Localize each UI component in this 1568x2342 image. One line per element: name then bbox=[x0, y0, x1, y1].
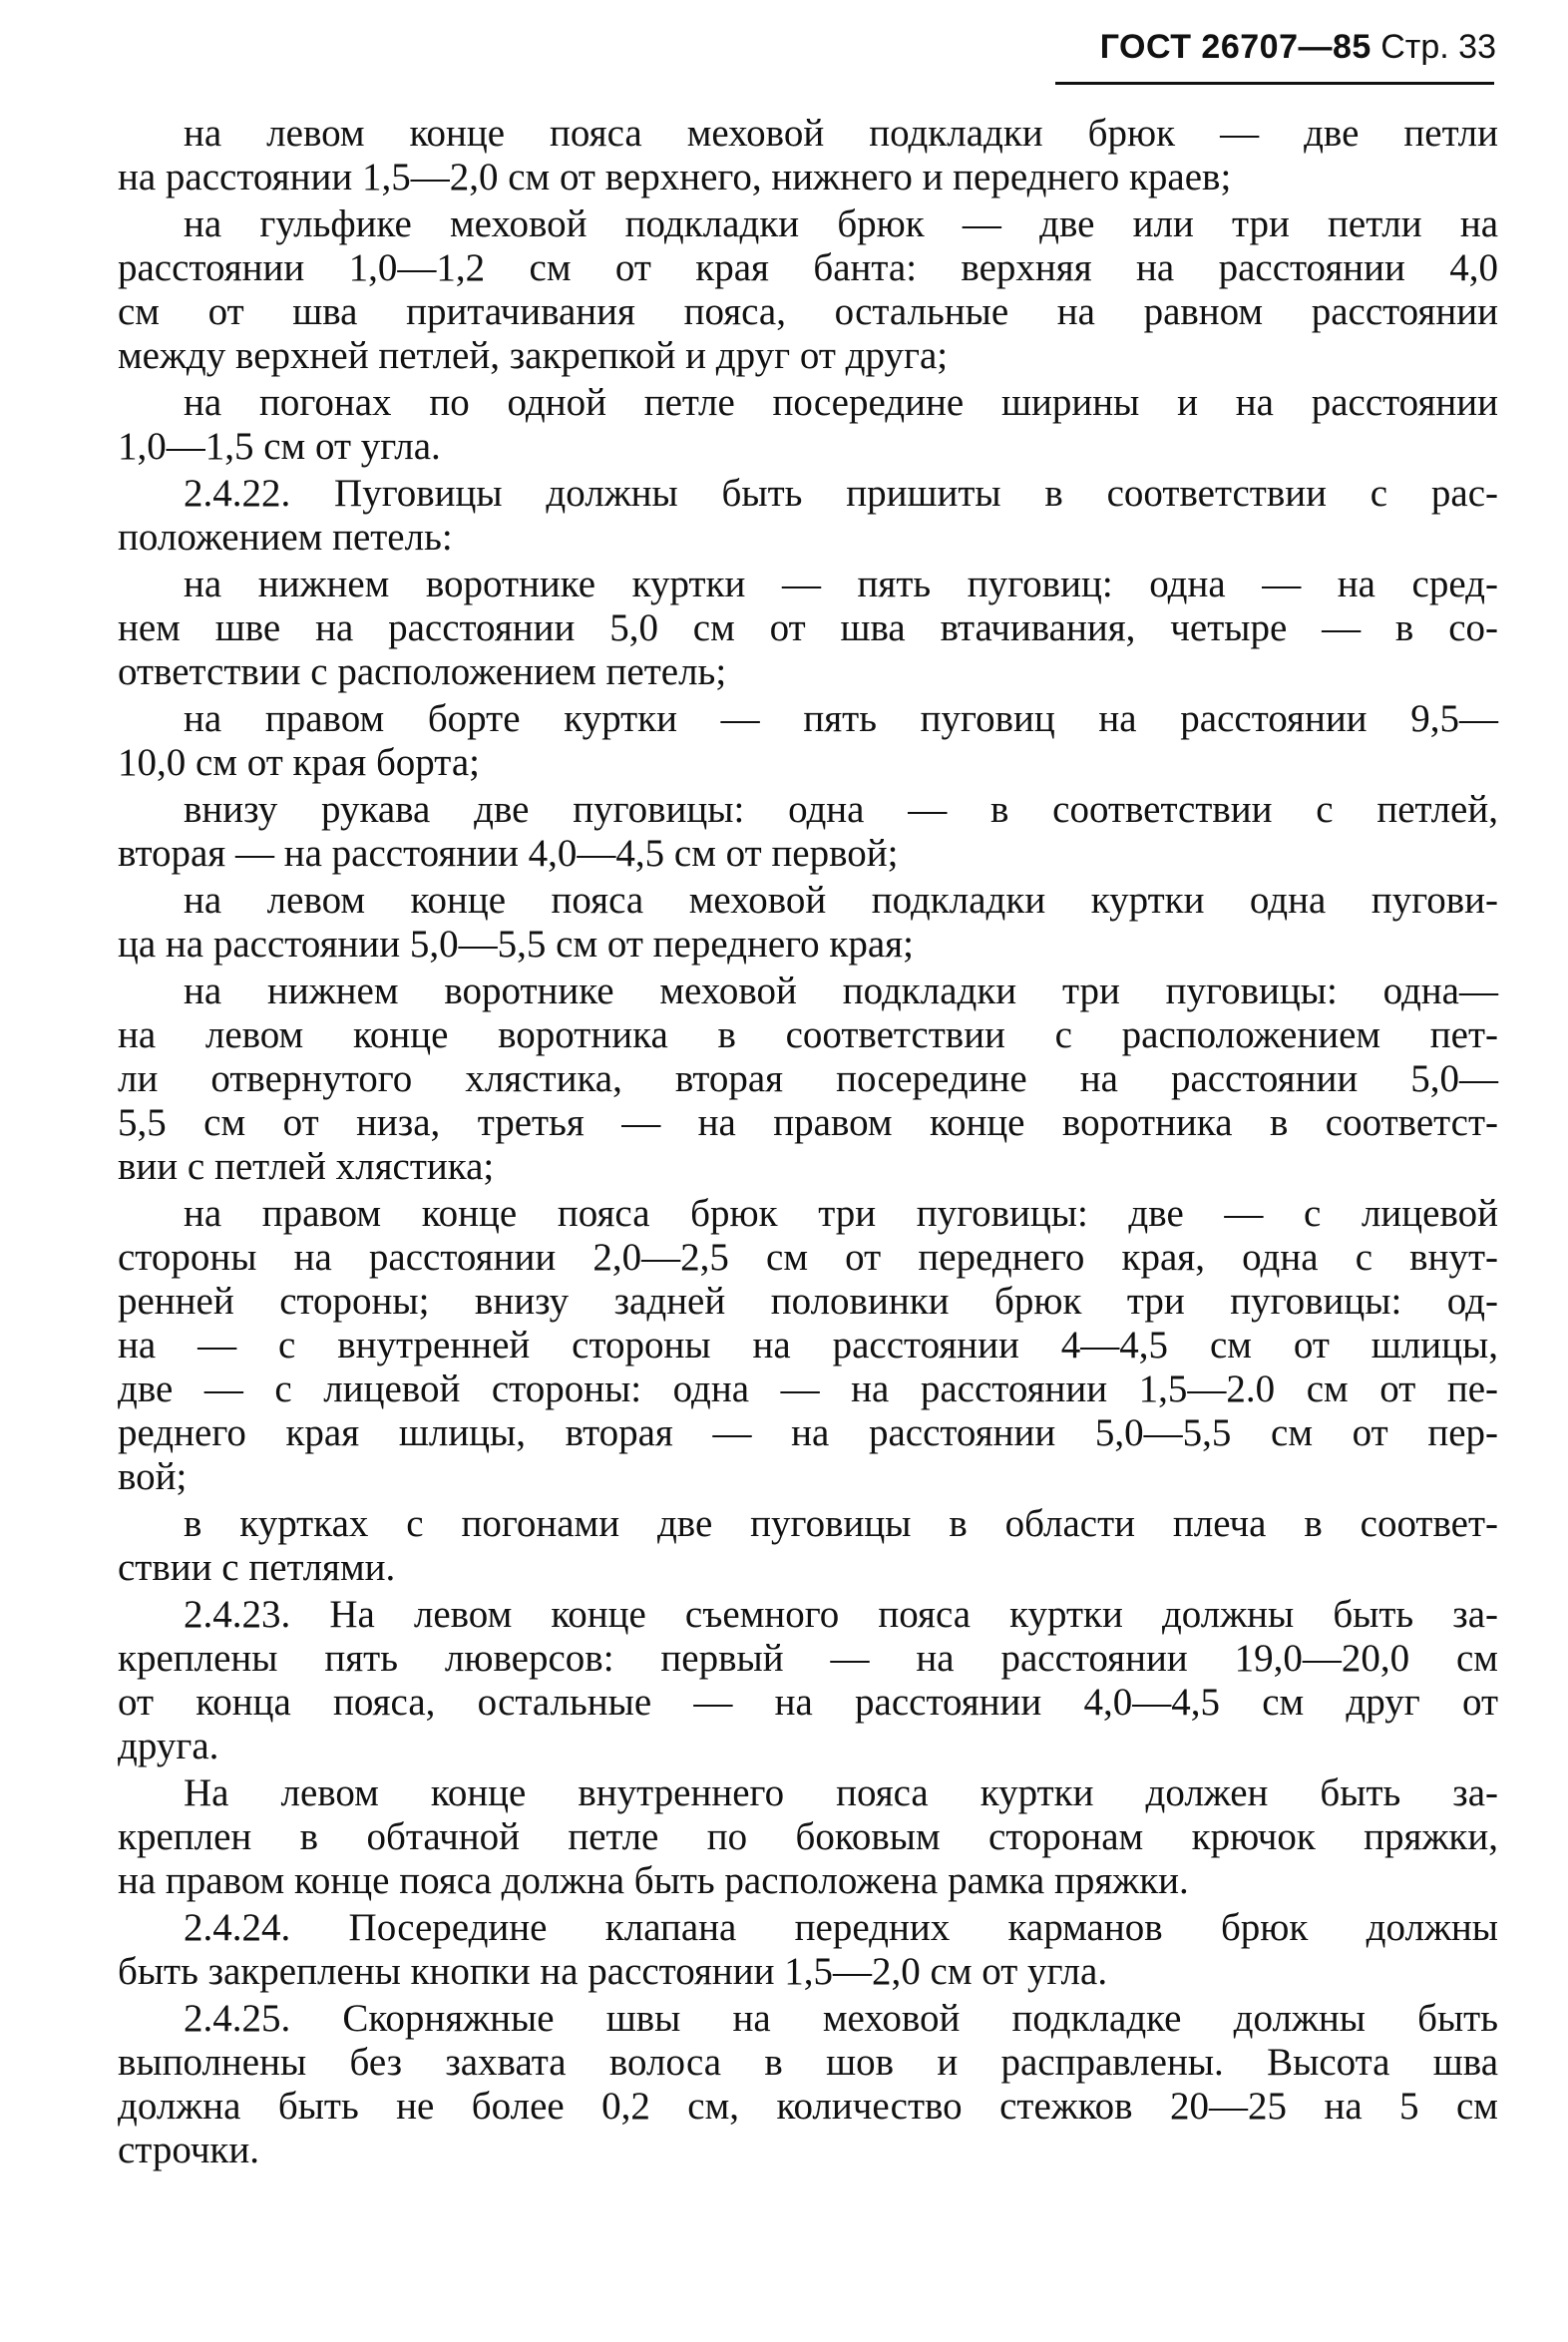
paragraph bbox=[118, 788, 1498, 876]
paragraph bbox=[118, 970, 1498, 1189]
header-rule bbox=[1055, 82, 1494, 85]
paragraph bbox=[118, 472, 1498, 560]
text-line: на правом конце пояса брюк три пуговицы: две — с лицевой bbox=[184, 1192, 1498, 1235]
text-line: 5,5 см от низа, третья — на правом конце воротника в соответст- bbox=[118, 1101, 1498, 1144]
paragraph bbox=[118, 1906, 1498, 1994]
paragraph bbox=[118, 381, 1498, 469]
text-line: вторая — на расстоянии 4,0—4,5 см от первой; bbox=[118, 832, 899, 875]
page-number: Стр. 33 bbox=[1380, 28, 1496, 66]
text-line: в куртках с погонами две пуговицы в области плеча в соответ- bbox=[184, 1502, 1498, 1545]
text-line: 2.4.23. На левом конце съемного пояса куртки должны быть за- bbox=[184, 1593, 1498, 1636]
paragraph bbox=[118, 879, 1498, 967]
text-line: ца на расстоянии 5,0—5,5 см от переднего края; bbox=[118, 923, 914, 966]
text-line: вой; bbox=[118, 1455, 188, 1498]
text-line: на погонах по одной петле посередине ширины и на расстоянии bbox=[184, 381, 1498, 424]
text-line: друга. bbox=[118, 1725, 219, 1767]
text-line: на гульфике меховой подкладки брюк — две или три петли на bbox=[184, 202, 1498, 245]
text-line: на — с внутренней стороны на расстоянии 4—4,5 см от шлицы, bbox=[118, 1324, 1498, 1366]
text-line: 2.4.22. Пуговицы должны быть пришиты в соответствии с рас- bbox=[184, 472, 1498, 515]
paragraph bbox=[118, 1192, 1498, 1499]
text-line: выполнены без захвата волоса в шов и расправлены. Высота шва bbox=[118, 2041, 1498, 2084]
text-line: расстоянии 1,0—1,2 см от края банта: верхняя на расстоянии 4,0 bbox=[118, 246, 1498, 289]
paragraph bbox=[118, 697, 1498, 785]
text-line: от конца пояса, остальные — на расстоянии 4,0—4,5 см друг от bbox=[118, 1681, 1498, 1724]
text-line: креплены пять люверсов: первый — на расстоянии 19,0—20,0 см bbox=[118, 1637, 1498, 1680]
paragraph bbox=[118, 1771, 1498, 1903]
document-body bbox=[118, 112, 1498, 2175]
text-line: на левом конце пояса меховой подкладки брюк — две петли bbox=[184, 112, 1498, 155]
text-line: на левом конце воротника в соответствии с расположением пет- bbox=[118, 1013, 1498, 1056]
text-line: 2.4.24. Посередине клапана передних карманов брюк должны bbox=[184, 1906, 1498, 1949]
text-line: на левом конце пояса меховой подкладки куртки одна пугови- bbox=[184, 879, 1498, 922]
text-line: На левом конце внутреннего пояса куртки должен быть за- bbox=[184, 1771, 1498, 1814]
paragraph bbox=[118, 202, 1498, 378]
page-header bbox=[997, 28, 1496, 67]
text-line: ствии с петлями. bbox=[118, 1546, 396, 1589]
paragraph bbox=[118, 1997, 1498, 2172]
text-line: две — с лицевой стороны: одна — на расстоянии 1,5—2.0 см от пе- bbox=[118, 1367, 1498, 1410]
text-line: см от шва притачивания пояса, остальные на равном расстоянии bbox=[118, 290, 1498, 333]
text-line: ответствии с расположением петель; bbox=[118, 650, 727, 693]
paragraph bbox=[118, 1502, 1498, 1590]
paragraph bbox=[118, 563, 1498, 694]
text-line: стороны на расстоянии 2,0—2,5 см от переднего края, одна с внут- bbox=[118, 1236, 1498, 1279]
text-line: креплен в обтачной петле по боковым сторонам крючок пряжки, bbox=[118, 1815, 1498, 1858]
text-line: положением петель: bbox=[118, 516, 453, 559]
text-line: вии с петлей хлястика; bbox=[118, 1145, 495, 1188]
text-line: ренней стороны; внизу задней половинки брюк три пуговицы: од- bbox=[118, 1280, 1498, 1323]
text-line: 10,0 см от края борта; bbox=[118, 741, 480, 784]
paragraph bbox=[118, 1593, 1498, 1768]
text-line: на нижнем воротнике куртки — пять пуговиц: одна — на сред- bbox=[184, 563, 1498, 605]
text-line: реднего края шлицы, вторая — на расстоянии 5,0—5,5 см от пер- bbox=[118, 1411, 1498, 1454]
text-line: на нижнем воротнике меховой подкладки три пуговицы: одна— bbox=[184, 970, 1498, 1012]
text-line: на правом борте куртки — пять пуговиц на расстоянии 9,5— bbox=[184, 697, 1498, 740]
text-line: 2.4.25. Скорняжные швы на меховой подкладке должны быть bbox=[184, 1997, 1498, 2040]
text-line: внизу рукава две пуговицы: одна — в соответствии с петлей, bbox=[184, 788, 1498, 831]
paragraph bbox=[118, 112, 1498, 199]
text-line: строчки. bbox=[118, 2129, 260, 2171]
standard-number: ГОСТ 26707—85 bbox=[1099, 28, 1372, 66]
text-line: должна быть не более 0,2 см, количество стежков 20—25 на 5 см bbox=[118, 2085, 1498, 2128]
text-line: 1,0—1,5 см от угла. bbox=[118, 425, 441, 468]
text-line: на расстоянии 1,5—2,0 см от верхнего, нижнего и переднего краев; bbox=[118, 156, 1232, 198]
text-line: нем шве на расстоянии 5,0 см от шва втачивания, четыре — в со- bbox=[118, 606, 1498, 649]
text-line: ли отвернутого хлястика, вторая посередине на расстоянии 5,0— bbox=[118, 1057, 1498, 1100]
text-line: быть закреплены кнопки на расстоянии 1,5—2,0 см от угла. bbox=[118, 1950, 1108, 1993]
text-line: на правом конце пояса должна быть расположена рамка пряжки. bbox=[118, 1859, 1189, 1902]
text-line: между верхней петлей, закрепкой и друг от друга; bbox=[118, 334, 949, 377]
